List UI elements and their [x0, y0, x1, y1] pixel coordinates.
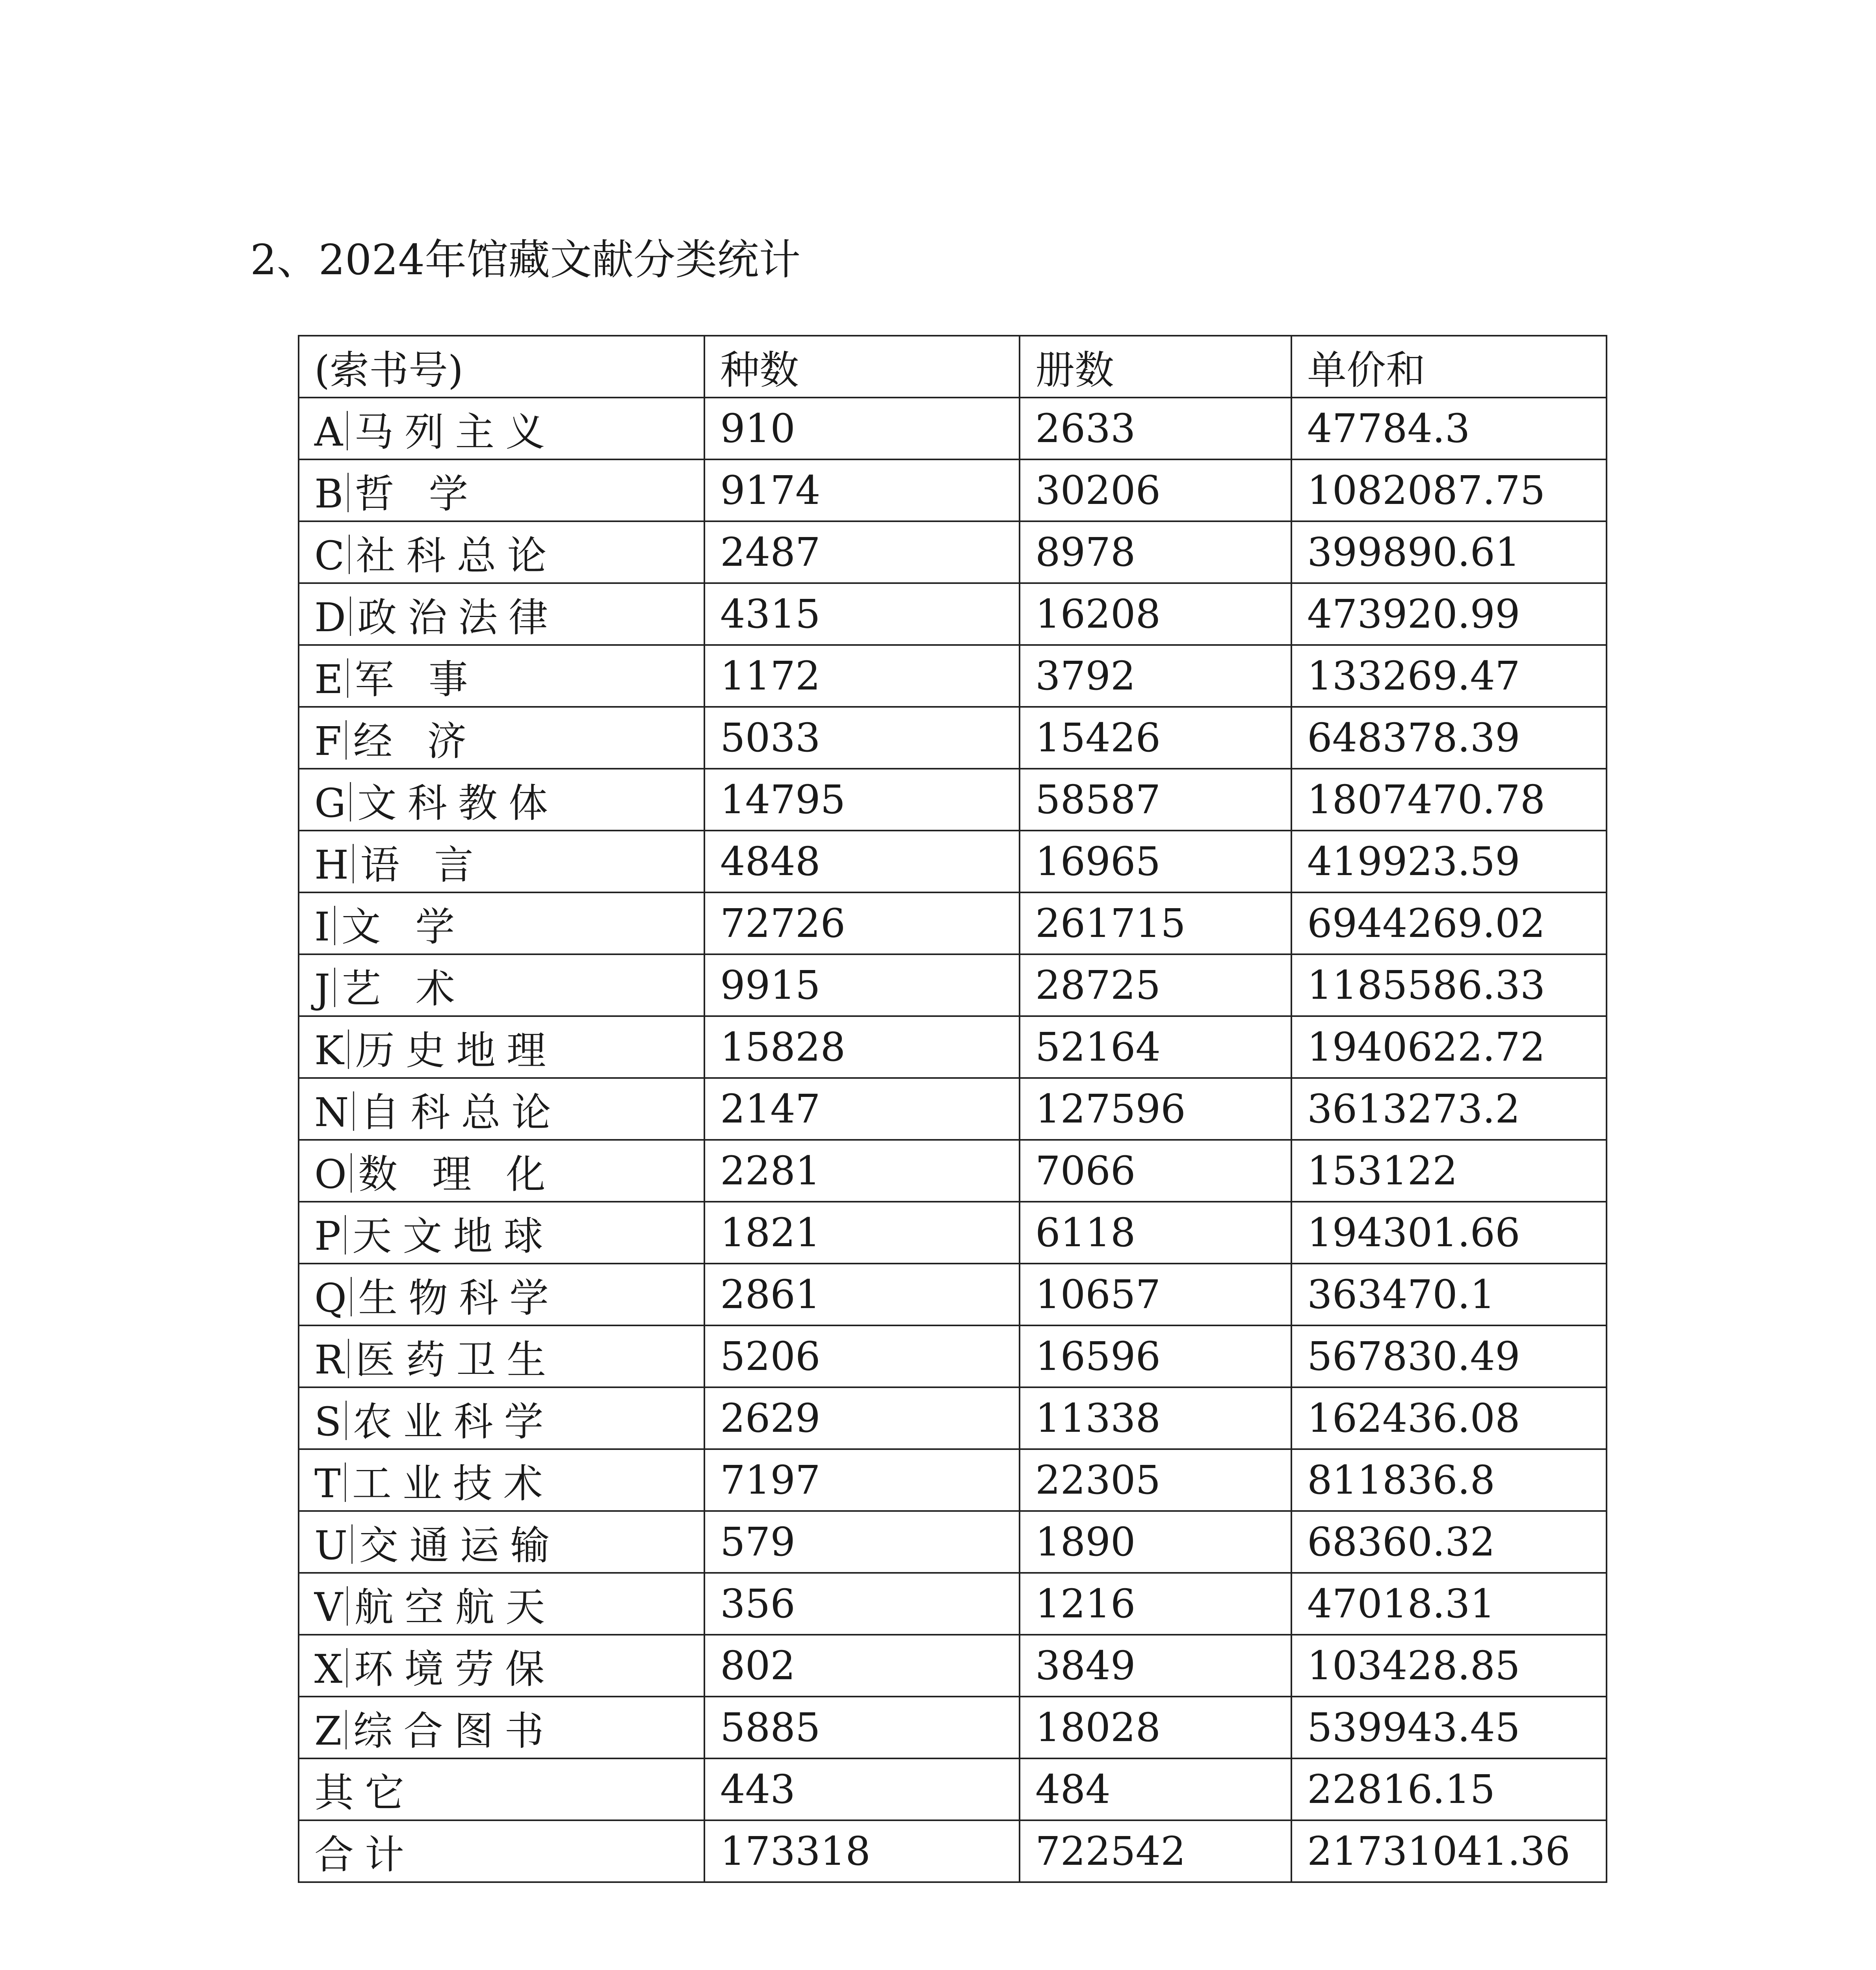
class-label: 农业科学 — [353, 1398, 555, 1445]
kinds-cell: 443 — [704, 1758, 1020, 1820]
header-kinds: 种数 — [704, 336, 1020, 398]
class-label: 经 济 — [353, 718, 478, 764]
code-separator — [350, 597, 351, 636]
table-row — [299, 707, 1607, 769]
code-separator — [345, 1463, 346, 1502]
kinds-cell: 579 — [704, 1511, 1020, 1573]
class-label: 数 理 化 — [358, 1151, 557, 1197]
kinds-cell: 7197 — [704, 1449, 1020, 1511]
volumes-cell: 18028 — [1020, 1697, 1291, 1758]
header-volumes: 册数 — [1020, 336, 1291, 398]
kinds-cell: 9174 — [704, 459, 1020, 521]
call-number-cell — [299, 521, 704, 583]
code-separator — [349, 535, 350, 574]
kinds-cell: 2487 — [704, 521, 1020, 583]
price-sum-cell: 153122 — [1291, 1140, 1607, 1202]
price-sum-cell: 567830.49 — [1291, 1325, 1607, 1387]
code-separator — [351, 1277, 352, 1316]
code-separator — [351, 1524, 353, 1564]
kinds-cell: 1172 — [704, 645, 1020, 707]
class-code: D — [314, 594, 346, 641]
table-row — [299, 1635, 1607, 1697]
price-sum-cell: 1940622.72 — [1291, 1016, 1607, 1078]
call-number-cell — [299, 954, 704, 1016]
kinds-cell: 9915 — [704, 954, 1020, 1016]
class-label: 文科教体 — [357, 780, 559, 826]
call-number-cell — [299, 583, 704, 645]
price-sum-cell: 539943.45 — [1291, 1697, 1607, 1758]
table-row — [299, 1511, 1607, 1573]
class-code: S — [314, 1398, 342, 1445]
price-sum-cell: 22816.15 — [1291, 1758, 1607, 1820]
call-number-cell — [299, 1697, 704, 1758]
table-row — [299, 1449, 1607, 1511]
other-row — [299, 1758, 1607, 1820]
call-number-cell — [299, 1016, 704, 1078]
volumes-cell: 3849 — [1020, 1635, 1291, 1697]
table-row — [299, 1016, 1607, 1078]
class-code: X — [314, 1646, 343, 1692]
kinds-cell: 802 — [704, 1635, 1020, 1697]
class-label: 生物科学 — [358, 1275, 560, 1321]
class-code: I — [314, 903, 330, 950]
class-label: 历史地理 — [355, 1027, 557, 1074]
price-sum-cell: 399890.61 — [1291, 521, 1607, 583]
kinds-cell: 4848 — [704, 831, 1020, 892]
code-separator — [353, 844, 354, 883]
kinds-cell: 2861 — [704, 1264, 1020, 1325]
code-separator — [345, 1401, 347, 1440]
class-label: 社科总论 — [356, 532, 558, 579]
price-sum-cell: 3613273.2 — [1291, 1078, 1607, 1140]
volumes-cell: 1890 — [1020, 1511, 1291, 1573]
other-row-label: 其它 — [299, 1758, 704, 1820]
code-separator — [348, 1339, 349, 1378]
table-row — [299, 398, 1607, 459]
price-sum-cell: 811836.8 — [1291, 1449, 1607, 1511]
code-separator — [345, 1710, 347, 1749]
call-number-cell — [299, 1387, 704, 1449]
class-label: 艺 术 — [342, 965, 466, 1012]
kinds-cell: 910 — [704, 398, 1020, 459]
table-row — [299, 831, 1607, 892]
class-code: V — [314, 1584, 343, 1630]
table-row — [299, 645, 1607, 707]
call-number-cell — [299, 1573, 704, 1635]
kinds-cell: 5885 — [704, 1697, 1020, 1758]
volumes-cell: 58587 — [1020, 769, 1291, 831]
volumes-cell: 484 — [1020, 1758, 1291, 1820]
volumes-cell: 15426 — [1020, 707, 1291, 769]
class-code: E — [314, 656, 343, 703]
call-number-cell — [299, 1264, 704, 1325]
volumes-cell: 722542 — [1020, 1820, 1291, 1882]
table-row — [299, 769, 1607, 831]
kinds-cell: 15828 — [704, 1016, 1020, 1078]
table-row — [299, 1078, 1607, 1140]
class-code: K — [314, 1027, 344, 1074]
class-code: Q — [314, 1275, 347, 1321]
code-separator — [351, 1153, 352, 1193]
volumes-cell: 16208 — [1020, 583, 1291, 645]
kinds-cell: 2629 — [704, 1387, 1020, 1449]
call-number-cell — [299, 892, 704, 954]
volumes-cell: 52164 — [1020, 1016, 1291, 1078]
class-code: T — [314, 1460, 341, 1507]
call-number-cell — [299, 459, 704, 521]
table-row — [299, 1697, 1607, 1758]
code-separator — [334, 968, 335, 1007]
volumes-cell: 3792 — [1020, 645, 1291, 707]
table-body — [299, 398, 1607, 1882]
class-label: 天文地球 — [352, 1213, 554, 1259]
class-label: 医药卫生 — [355, 1336, 557, 1383]
call-number-cell — [299, 707, 704, 769]
class-code: N — [314, 1089, 349, 1136]
code-separator — [345, 1215, 346, 1254]
table-row — [299, 892, 1607, 954]
class-code: R — [314, 1336, 344, 1383]
table-row — [299, 1140, 1607, 1202]
price-sum-cell: 1807470.78 — [1291, 769, 1607, 831]
header-call-number: (索书号) — [299, 336, 704, 398]
code-separator — [347, 473, 349, 512]
volumes-cell: 1216 — [1020, 1573, 1291, 1635]
code-separator — [348, 1030, 349, 1069]
kinds-cell: 5033 — [704, 707, 1020, 769]
class-label: 航空航天 — [354, 1584, 556, 1630]
price-sum-cell: 162436.08 — [1291, 1387, 1607, 1449]
kinds-cell: 14795 — [704, 769, 1020, 831]
code-separator — [346, 1648, 347, 1688]
class-label: 综合图书 — [353, 1708, 555, 1754]
volumes-cell: 30206 — [1020, 459, 1291, 521]
class-label: 工业技术 — [352, 1460, 554, 1507]
class-code: P — [314, 1213, 341, 1259]
call-number-cell — [299, 1202, 704, 1264]
call-number-cell — [299, 831, 704, 892]
volumes-cell: 10657 — [1020, 1264, 1291, 1325]
volumes-cell: 11338 — [1020, 1387, 1291, 1449]
volumes-cell: 8978 — [1020, 521, 1291, 583]
class-code: F — [314, 718, 342, 764]
table-row — [299, 1325, 1607, 1387]
price-sum-cell: 363470.1 — [1291, 1264, 1607, 1325]
class-code: C — [314, 532, 345, 579]
total-row — [299, 1820, 1607, 1882]
call-number-cell — [299, 1078, 704, 1140]
price-sum-cell: 21731041.36 — [1291, 1820, 1607, 1882]
code-separator — [347, 411, 348, 450]
class-label: 哲 学 — [355, 470, 479, 517]
price-sum-cell: 1185586.33 — [1291, 954, 1607, 1016]
code-separator — [347, 1586, 348, 1626]
price-sum-cell: 133269.47 — [1291, 645, 1607, 707]
price-sum-cell: 103428.85 — [1291, 1635, 1607, 1697]
kinds-cell: 173318 — [704, 1820, 1020, 1882]
class-code: A — [314, 409, 343, 455]
volumes-cell: 2633 — [1020, 398, 1291, 459]
kinds-cell: 5206 — [704, 1325, 1020, 1387]
table-row — [299, 954, 1607, 1016]
class-code: H — [314, 842, 349, 888]
code-separator — [345, 720, 347, 760]
section-heading: 2、2024年馆藏文献分类统计 — [250, 236, 801, 284]
volumes-cell: 16965 — [1020, 831, 1291, 892]
class-label: 文 学 — [341, 903, 466, 950]
kinds-cell: 72726 — [704, 892, 1020, 954]
price-sum-cell: 648378.39 — [1291, 707, 1607, 769]
table-row — [299, 583, 1607, 645]
class-label: 环境劳保 — [354, 1646, 556, 1692]
collection-classification-table — [298, 335, 1607, 1883]
price-sum-cell: 6944269.02 — [1291, 892, 1607, 954]
call-number-cell — [299, 645, 704, 707]
call-number-cell — [299, 769, 704, 831]
kinds-cell: 1821 — [704, 1202, 1020, 1264]
class-label: 交通运输 — [359, 1522, 561, 1569]
kinds-cell: 356 — [704, 1573, 1020, 1635]
volumes-cell: 28725 — [1020, 954, 1291, 1016]
price-sum-cell: 47018.31 — [1291, 1573, 1607, 1635]
call-number-cell — [299, 1635, 704, 1697]
table-row — [299, 459, 1607, 521]
table-row — [299, 521, 1607, 583]
code-separator — [334, 906, 335, 945]
price-sum-cell: 419923.59 — [1291, 831, 1607, 892]
call-number-cell — [299, 1325, 704, 1387]
kinds-cell: 2147 — [704, 1078, 1020, 1140]
class-code: U — [314, 1522, 348, 1569]
code-separator — [347, 658, 348, 698]
price-sum-cell: 473920.99 — [1291, 583, 1607, 645]
code-separator — [353, 1091, 354, 1131]
class-code: J — [314, 965, 331, 1012]
header-price-sum: 单价和 — [1291, 336, 1607, 398]
table-row — [299, 1573, 1607, 1635]
volumes-cell: 16596 — [1020, 1325, 1291, 1387]
volumes-cell: 127596 — [1020, 1078, 1291, 1140]
table-row — [299, 1387, 1607, 1449]
total-row-label: 合计 — [299, 1820, 704, 1882]
volumes-cell: 6118 — [1020, 1202, 1291, 1264]
table-header-row — [299, 336, 1607, 398]
table-row — [299, 1202, 1607, 1264]
price-sum-cell: 68360.32 — [1291, 1511, 1607, 1573]
price-sum-cell: 1082087.75 — [1291, 459, 1607, 521]
call-number-cell — [299, 1140, 704, 1202]
volumes-cell: 7066 — [1020, 1140, 1291, 1202]
call-number-cell — [299, 1511, 704, 1573]
class-label: 军 事 — [355, 656, 479, 703]
class-label: 自科总论 — [360, 1089, 562, 1136]
class-code: G — [314, 780, 346, 826]
table-row — [299, 1264, 1607, 1325]
class-label: 语 言 — [360, 842, 485, 888]
kinds-cell: 4315 — [704, 583, 1020, 645]
kinds-cell: 2281 — [704, 1140, 1020, 1202]
code-separator — [350, 782, 351, 821]
class-code: Z — [314, 1708, 342, 1754]
class-label: 马列主义 — [354, 409, 556, 455]
class-label: 政治法律 — [357, 594, 559, 641]
class-code: O — [314, 1151, 347, 1197]
price-sum-cell: 47784.3 — [1291, 398, 1607, 459]
price-sum-cell: 194301.66 — [1291, 1202, 1607, 1264]
call-number-cell — [299, 1449, 704, 1511]
volumes-cell: 261715 — [1020, 892, 1291, 954]
call-number-cell — [299, 398, 704, 459]
class-code: B — [314, 470, 344, 517]
volumes-cell: 22305 — [1020, 1449, 1291, 1511]
